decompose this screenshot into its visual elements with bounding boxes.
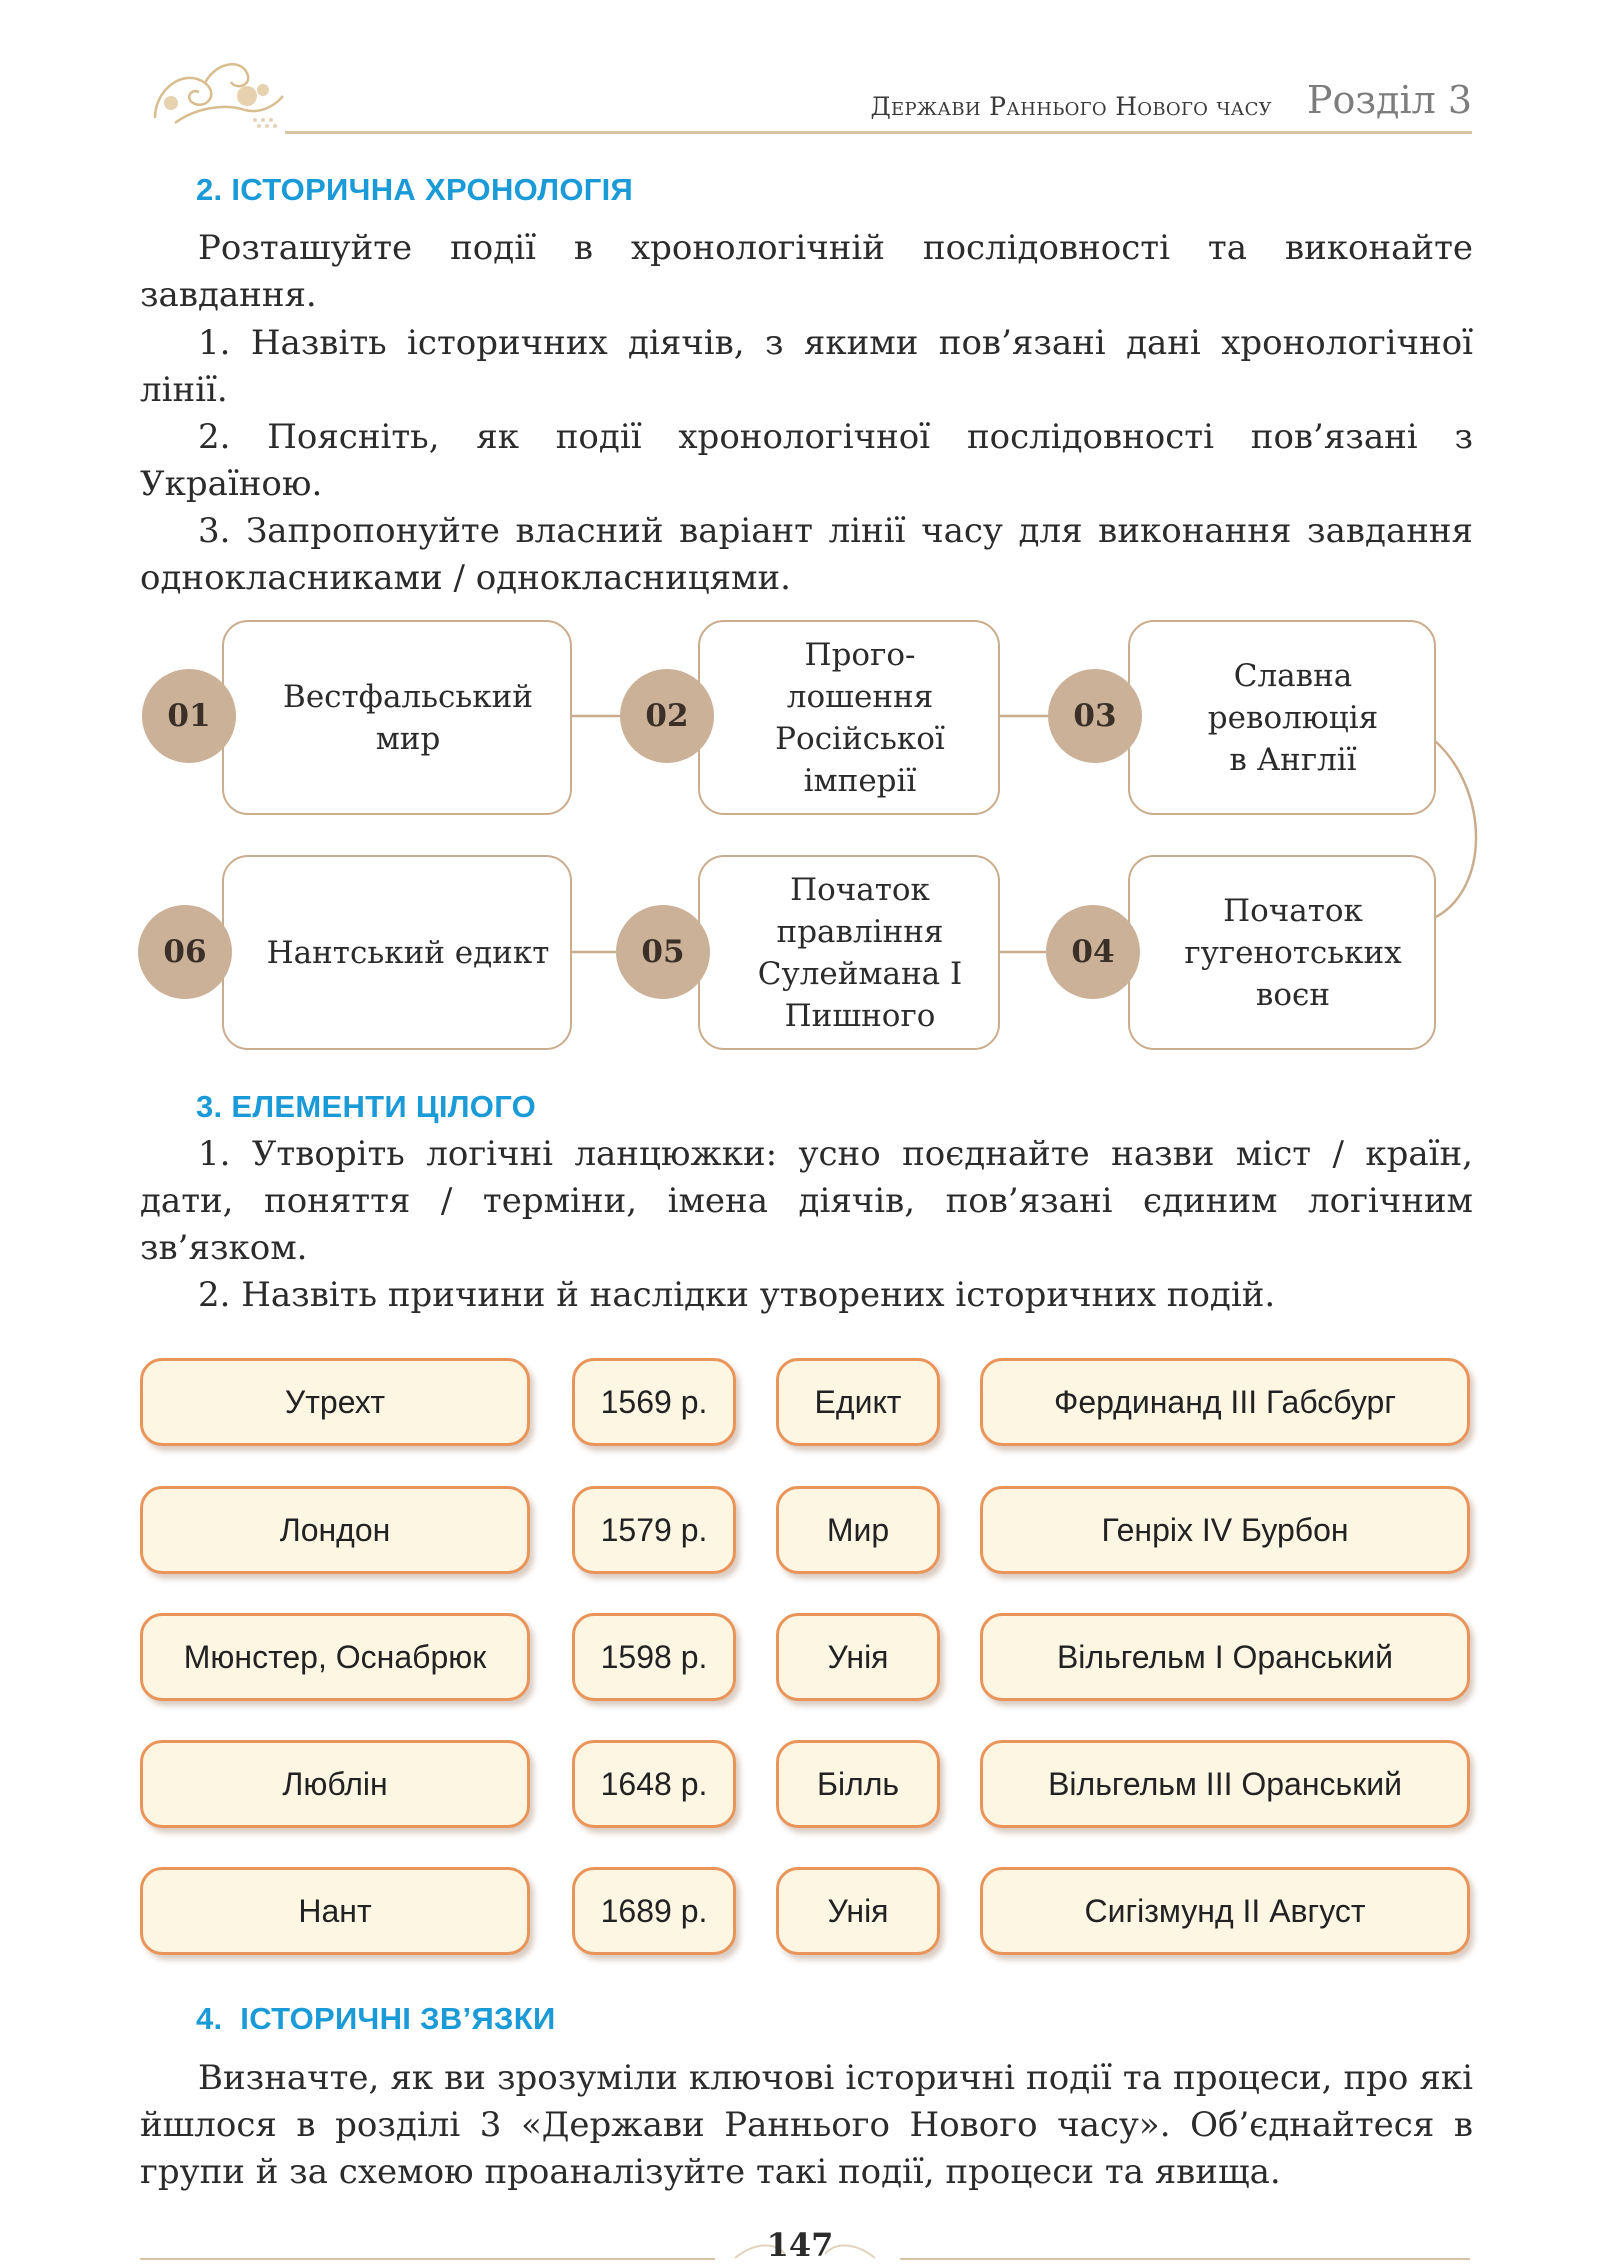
element-term-4: Білль: [776, 1740, 940, 1828]
element-place-2: Лондон: [140, 1486, 530, 1574]
header-divider: [285, 131, 1472, 134]
element-person-1: Фердинанд III Габсбург: [980, 1358, 1470, 1446]
timeline-number-03: 03: [1048, 669, 1142, 763]
section-3-task-2: 2. Назвіть причини й наслідки утворених історичних подій.: [198, 1275, 1276, 1315]
section-4-heading: 4. ІСТОРИЧНІ ЗВ’ЯЗКИ: [196, 2001, 556, 2036]
element-person-3: Вільгельм I Оранський: [980, 1613, 1470, 1701]
timeline-event-05-text: Початок правління Сулеймана I Пишного: [757, 871, 963, 1034]
element-place-5: Нант: [140, 1867, 530, 1955]
element-place-1: Утрехт: [140, 1358, 530, 1446]
element-person-4: Вільгельм III Оранський: [980, 1740, 1470, 1828]
timeline-event-06: [222, 855, 572, 1050]
timeline-event-04-text: Початок гугенотських воєн: [1184, 892, 1402, 1013]
element-term-3: Унія: [776, 1613, 940, 1701]
timeline-event-05: [698, 855, 1000, 1050]
element-term-2: Мир: [776, 1486, 940, 1574]
page-number: 147: [766, 2226, 834, 2264]
timeline-number-02: 02: [620, 669, 714, 763]
section-2-task-3: 3. Запропонуйте власний варіант лінії часу для виконання завдання однокласниками / однокласницями.: [140, 511, 1473, 598]
timeline-event-06-text: Нантський едикт: [266, 934, 550, 971]
timeline-event-01: [222, 620, 572, 815]
timeline-event-01-text: Вестфальський мир: [283, 678, 533, 757]
element-date-2: 1579 р.: [572, 1486, 736, 1574]
timeline-event-02-text: Прого- лошення Російської імперії: [775, 636, 945, 799]
element-place-4: Люблін: [140, 1740, 530, 1828]
section-3-heading: 3. ЕЛЕМЕНТИ ЦІЛОГО: [196, 1089, 537, 1124]
element-date-4: 1648 р.: [572, 1740, 736, 1828]
section-2-intro: Розташуйте події в хронологічній послідовності та виконайте завдання.: [140, 228, 1473, 315]
element-place-3: Мюнстер, Оснабрюк: [140, 1613, 530, 1701]
element-date-3: 1598 р.: [572, 1613, 736, 1701]
timeline-event-04: [1128, 855, 1436, 1050]
timeline-event-02: [698, 620, 1000, 815]
element-term-5: Унія: [776, 1867, 940, 1955]
element-person-5: Сигізмунд II Август: [980, 1867, 1470, 1955]
timeline-number-04: 04: [1046, 905, 1140, 999]
section-3-task-1: 1. Утворіть логічні ланцюжки: усно поєднайте назви міст / країн, дати, поняття / терміни, імена діячів, пов’язані єдиним логічним зв’язком.: [140, 1134, 1473, 1268]
header-ornament-icon: [135, 48, 295, 138]
timeline-event-03-text: Славна революція в Англії: [1207, 657, 1379, 778]
element-date-1: 1569 р.: [572, 1358, 736, 1446]
header-chapter-title: Держави Раннього Нового часу: [870, 92, 1272, 121]
element-person-2: Генріх IV Бурбон: [980, 1486, 1470, 1574]
section-2-heading: 2. ІСТОРИЧНА ХРОНОЛОГІЯ: [196, 172, 634, 207]
timeline-number-05: 05: [616, 905, 710, 999]
timeline-number-06: 06: [138, 905, 232, 999]
section-2-task-2: 2. Поясніть, як події хронологічної послідовності пов’язані з Україною.: [140, 417, 1473, 504]
header-section-label: Розділ 3: [1306, 78, 1472, 122]
timeline-event-03: [1128, 620, 1436, 815]
element-term-1: Едикт: [776, 1358, 940, 1446]
section-4-text: Визначте, як ви зрозуміли ключові історичні події та процеси, про які йшлося в розділі 3 «Держави Раннього Нового часу». Об’єднайтеся в групи й за схемою проаналізуйте такі події, процеси та явища.: [140, 2058, 1473, 2192]
timeline-number-01: 01: [142, 669, 236, 763]
element-date-5: 1689 р.: [572, 1867, 736, 1955]
section-2-task-1: 1. Назвіть історичних діячів, з якими пов’язані дані хронологічної лінії.: [140, 323, 1473, 410]
